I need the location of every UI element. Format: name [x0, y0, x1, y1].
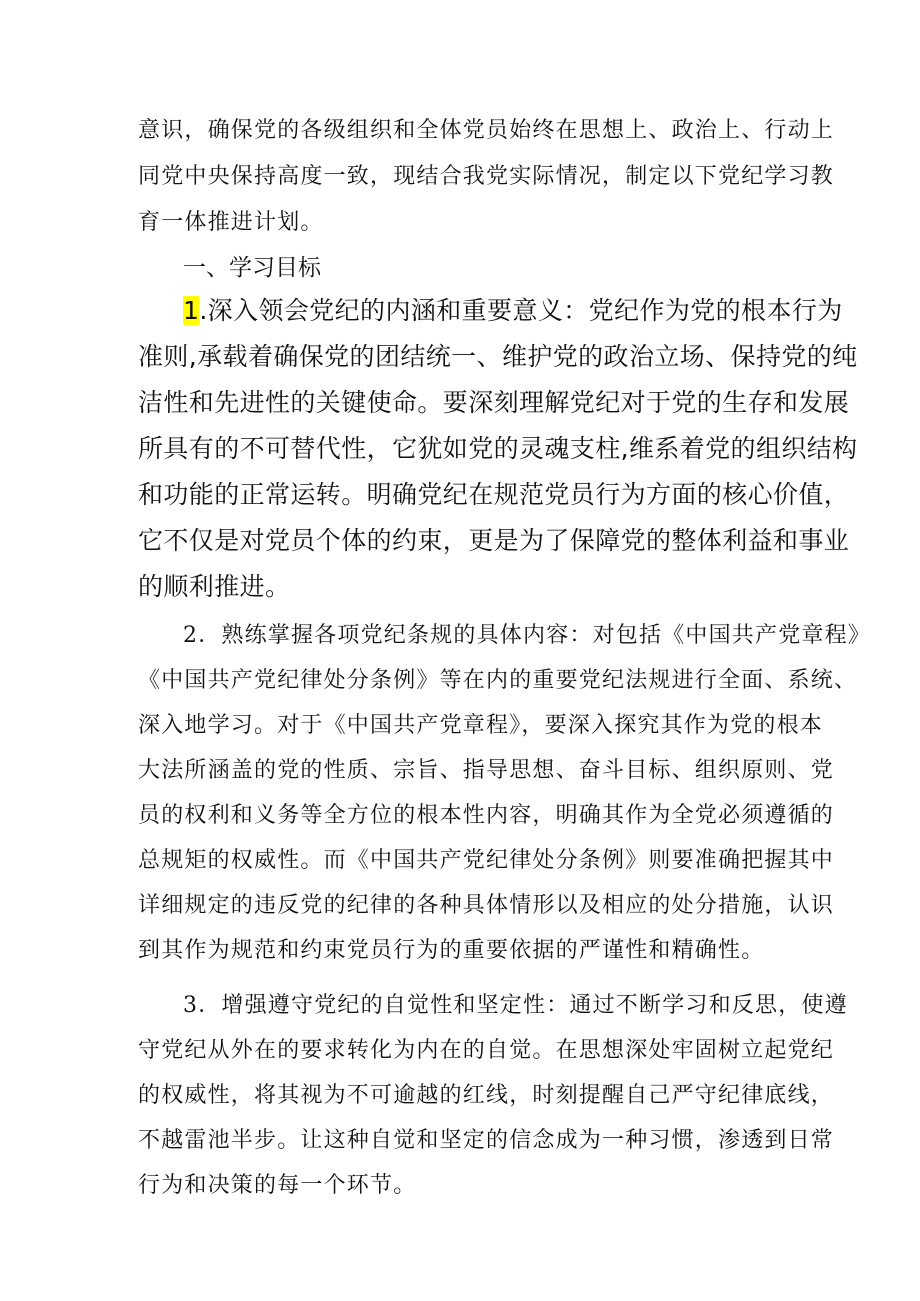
item1-line-4: 所具有的不可替代性，它犹如党的灵魂支柱,维系着党的组织结构 [138, 434, 858, 463]
item2-line-2: 《中国共产党纪律处分条例》等在内的重要党纪法规进行全面、系统、 [138, 668, 858, 693]
item2-line-5: 员的权利和义务等全方位的根本性内容，明确其作为全党必须遵循的 [138, 803, 835, 828]
intro-line-2: 同党中央保持高度一致，现结合我党实际情况，制定以下党纪学习教 [138, 164, 835, 189]
item3-line-1: 3．增强遵守党纪的自觉性和坚定性：通过不断学习和反思，使遵 [183, 993, 848, 1018]
item1-line-3: 洁性和先进性的关键使命。要深刻理解党纪对于党的生存和发展 [138, 388, 850, 417]
item1-line-1-text: .深入领会党纪的内涵和重要意义：党纪作为党的根本行为 [199, 296, 843, 325]
item2-line-4: 大法所涵盖的党的性质、宗旨、指导思想、奋斗目标、组织原则、党 [138, 758, 835, 783]
item2-line-7: 详细规定的违反党的纪律的各种具体情形以及相应的处分措施，认识 [138, 893, 835, 918]
item1-line-2: 准则,承载着确保党的团结统一、维护党的政治立场、保持党的纯 [138, 342, 858, 371]
item2-line-3: 深入地学习。对于《中国共产党章程》，要深入探究其作为党的根本 [138, 713, 824, 738]
item3-line-3: 的权威性，将其视为不可逾越的红线，时刻提醒自己严守纪律底线， [138, 1083, 835, 1108]
item2-line-1: 2．熟练掌握各项党纪条规的具体内容：对包括《中国共产党章程》 [183, 623, 871, 648]
item1-line-7: 的顺利推进。 [138, 572, 291, 601]
item3-line-2: 守党纪从外在的要求转化为内在的自觉。在思想深处牢固树立起党纪 [138, 1038, 835, 1063]
intro-line-1: 意识，确保党的各级组织和全体党员始终在思想上、政治上、行动上 [138, 118, 835, 143]
item2-line-6: 总规矩的权威性。而《中国共产党纪律处分条例》则要准确把握其中 [138, 848, 835, 873]
section-heading: 一、学习目标 [183, 255, 321, 281]
item1-line-5: 和功能的正常运转。明确党纪在规范党员行为方面的核心价值， [138, 480, 850, 509]
item2-line-8: 到其作为规范和约束党员行为的重要依据的严谨性和精确性。 [138, 938, 765, 963]
item1-line-1 [183, 298, 843, 323]
item1-line-6: 它不仅是对党员个体的约束，更是为了保障党的整体利益和事业 [138, 526, 850, 555]
item3-line-5: 行为和决策的每一个环节。 [138, 1173, 417, 1198]
highlighted-number: 1 [183, 296, 200, 325]
intro-line-3: 育一体推进计划。 [138, 210, 324, 235]
item3-line-4: 不越雷池半步。让这种自觉和坚定的信念成为一种习惯，渗透到日常 [138, 1128, 835, 1153]
